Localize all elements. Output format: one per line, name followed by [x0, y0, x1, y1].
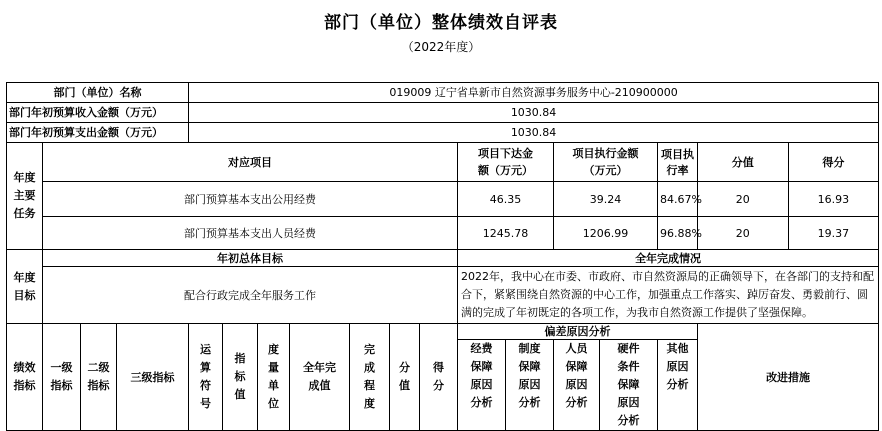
goals-completion-text: 2022年，我中心在市委、市政府、市自然资源局的正确领导下，在各部门的支持和配合下，紧紧围绕自然资源的中心工作，加强重点工作落实、踔厉奋发、勇毅前行、圆满的完成了年初既定的各项工作，为我市自然资源工作提供了坚强保障。 [458, 267, 879, 324]
task-row-score: 19.37 [817, 226, 850, 240]
deviation-funding-header: 经费 保障 原因 分析 [458, 340, 506, 431]
indicators-side-label: 绩效 指标 [7, 324, 43, 431]
tasks-header-score-combo [698, 143, 879, 182]
dept-name-value: 019009 辽宁省阜新市自然资源事务服务中心-210900000 [189, 83, 879, 103]
indicator-score-header: 得 分 [420, 324, 458, 431]
goals-side-label: 年度 目标 [7, 250, 43, 324]
indicator-score-value-header: 分 值 [390, 324, 420, 431]
page-subtitle: （2022年度） [401, 40, 481, 54]
tasks-header-executed: 项目执行金额 （万元） [554, 143, 658, 182]
task-row-allocated: 46.35 [458, 182, 554, 217]
dept-name-label: 部门（单位）名称 [7, 83, 189, 103]
indicator-level3-header: 三级指标 [117, 324, 189, 431]
task-row-allocated: 1245.78 [458, 217, 554, 250]
task-row-rate: 96.88% [658, 217, 698, 250]
task-row-rate: 84.67% [658, 182, 698, 217]
deviation-hardware-header: 硬件 条件 保障 原因 分析 [600, 340, 658, 431]
tasks-header-score: 得分 [822, 156, 845, 169]
income-value: 1030.84 [189, 103, 879, 123]
task-row-item: 部门预算基本支出公用经费 [43, 182, 458, 217]
task-row-score-value: 20 [698, 182, 789, 216]
task-row-executed: 39.24 [554, 182, 658, 217]
deviation-staff-header: 人员 保障 原因 分析 [554, 340, 600, 431]
tasks-header-rate: 项目执行率 [658, 143, 698, 182]
indicator-level1-header: 一级 指标 [43, 324, 81, 431]
indicator-completion-header: 完 成 程 度 [350, 324, 390, 431]
evaluation-table [6, 82, 879, 431]
income-label: 部门年初预算收入金额（万元） [7, 103, 189, 123]
expense-label: 部门年初预算支出金额（万元） [7, 123, 189, 143]
task-row-scores [698, 217, 879, 250]
task-row-score: 16.93 [817, 192, 850, 206]
indicator-level2-header: 二级 指标 [81, 324, 117, 431]
page-title: 部门（单位）整体绩效自评表 [324, 13, 558, 33]
deviation-other-header: 其他 原因 分析 [658, 340, 698, 431]
tasks-header-score-value-cell: 分值 [698, 143, 789, 181]
expense-value: 1030.84 [189, 123, 879, 143]
goals-completion-header: 全年完成情况 [458, 250, 879, 267]
tasks-header-allocated: 项目下达金 额（万元） [458, 143, 554, 182]
deviation-system-header: 制度 保障 原因 分析 [506, 340, 554, 431]
indicator-unit-header: 度 量 单 位 [258, 324, 290, 431]
improvement-header: 改进措施 [698, 324, 879, 431]
task-row-item: 部门预算基本支出人员经费 [43, 217, 458, 250]
indicator-value-header: 指 标 值 [223, 324, 258, 431]
goals-target-header: 年初总体目标 [43, 250, 458, 267]
tasks-header-item: 对应项目 [43, 143, 458, 182]
goals-target-text: 配合行政完成全年服务工作 [43, 267, 458, 324]
indicator-operator-header: 运 算 符 号 [189, 324, 223, 431]
task-row-scores [698, 182, 879, 217]
deviation-header: 偏差原因分析 [458, 324, 698, 340]
task-row-executed: 1206.99 [554, 217, 658, 250]
task-row-score-value: 20 [698, 217, 789, 249]
tasks-side-label: 年度 主要 任务 [7, 143, 43, 250]
indicator-actual-header: 全年完 成值 [290, 324, 350, 431]
